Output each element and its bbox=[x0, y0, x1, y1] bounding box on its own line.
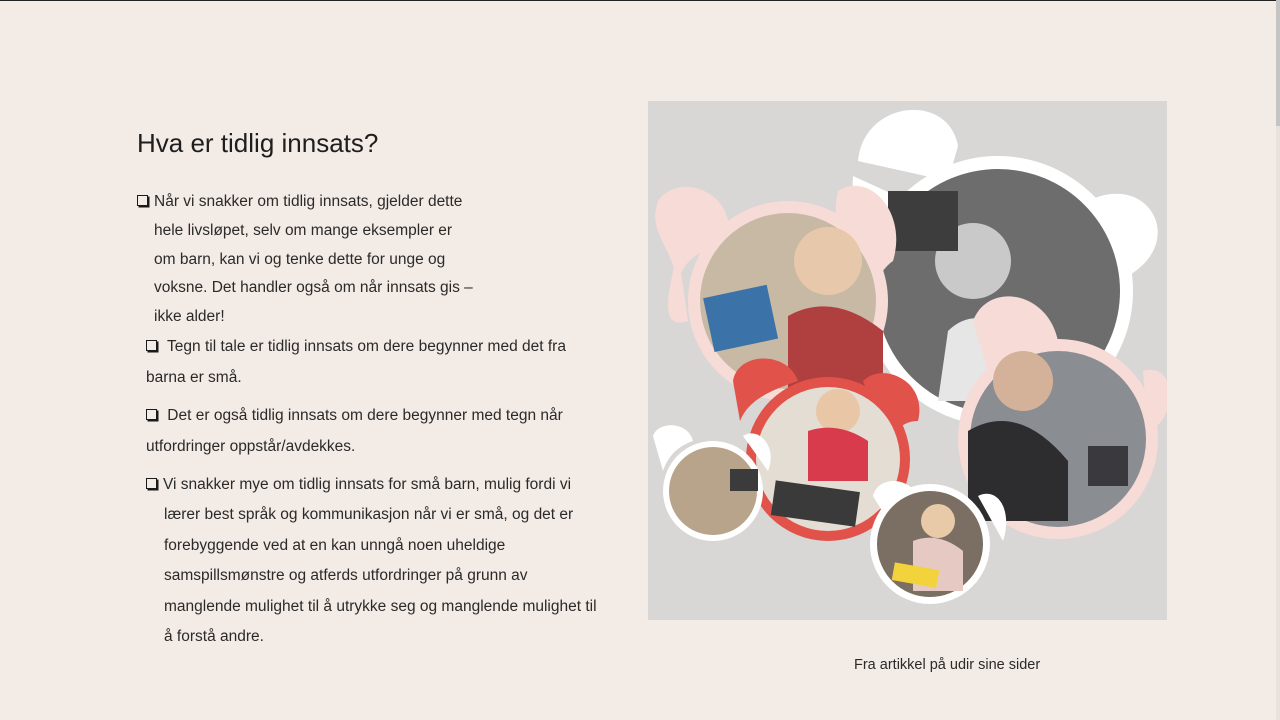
bullet-text-line: ikke alder! bbox=[154, 308, 225, 326]
bullet-text-line: forebyggende ved at en kan unngå noen uheldige bbox=[164, 536, 506, 554]
bullet-small-children bbox=[146, 470, 626, 652]
bullet-text-line: barna er små. bbox=[146, 369, 242, 386]
checkbox-bullet-icon bbox=[137, 195, 148, 206]
photo-boy-face bbox=[794, 227, 862, 295]
checkbox-bullet-icon bbox=[146, 478, 157, 489]
photo-adult-face bbox=[993, 351, 1053, 411]
photo-collage bbox=[648, 101, 1167, 620]
photo-room-tablet bbox=[730, 469, 758, 491]
photo-adult-tablet bbox=[1088, 446, 1128, 486]
bullet-text-line: å forstå andre. bbox=[164, 628, 264, 646]
checkbox-bullet-icon bbox=[146, 340, 157, 351]
bullet-text-line: samspillsmønstre og atferds utfordringer på grunn av bbox=[164, 567, 528, 585]
bullet-text-first: Vi snakker mye om tidlig innsats for små barn, mulig fordi vi bbox=[163, 476, 572, 493]
bullet-lifespan bbox=[137, 188, 497, 332]
bullet-text-first: Det er også tidlig innsats om dere begynner med tegn når bbox=[163, 407, 563, 424]
top-border bbox=[0, 0, 1280, 1]
bullet-text-first: Når vi snakker om tidlig innsats, gjelder dette bbox=[154, 193, 463, 210]
checkbox-bullet-icon bbox=[146, 409, 157, 420]
bullet-challenges bbox=[146, 400, 616, 462]
bullet-text-first: Tegn til tale er tidlig innsats om dere begynner med det fra bbox=[163, 338, 566, 355]
bullet-text-line: hele livsløpet, selv om mange eksempler er bbox=[154, 221, 453, 239]
bullet-text-line: utfordringer oppstår/avdekkes. bbox=[146, 438, 356, 455]
photo-bw-background bbox=[888, 191, 958, 251]
photo-girl-face bbox=[816, 389, 860, 433]
scrollbar-track[interactable] bbox=[1276, 0, 1280, 720]
image-caption: Fra artikkel på udir sine sider bbox=[854, 657, 1041, 673]
bullet-early-signs bbox=[146, 331, 616, 393]
photo-toddler-face bbox=[921, 504, 955, 538]
bullet-text-line: voksne. Det handler også om når innsats gis – bbox=[154, 279, 473, 297]
scrollbar-thumb[interactable] bbox=[1276, 0, 1280, 126]
bullet-text-line: manglende mulighet til å utrykke seg og manglende mulighet til bbox=[164, 597, 597, 615]
collage-graphic bbox=[648, 101, 1167, 620]
bullet-text-line: lærer best språk og kommunikasjon når vi er små, og det er bbox=[164, 506, 574, 524]
slide-title: Hva er tidlig innsats? bbox=[137, 128, 379, 158]
bullet-text-line: om barn, kan vi og tenke dette for unge og bbox=[154, 250, 446, 268]
